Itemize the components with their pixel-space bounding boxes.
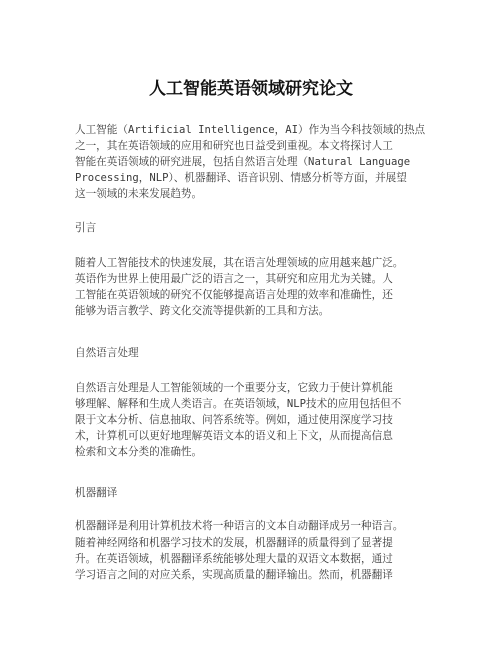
abstract-line: 人工智能（Artificial Intelligence，AI）作为当今科技领域的热点 [75, 124, 426, 136]
section-heading-introduction: 引言 [75, 222, 97, 234]
paragraph-line: 升。在英语领域，机器翻译系统能够处理大量的双语文本数据，通过 [75, 553, 393, 565]
abstract-line: 这一领域的未来发展趋势。 [75, 188, 203, 200]
paragraph-line: 够理解、解释和生成人类语言。在英语领域，NLP技术的应用包括但不 [75, 398, 402, 410]
paragraph-line: 自然语言处理是人工智能领域的一个重要分支，它致力于使计算机能 [75, 382, 393, 394]
abstract-line: Processing，NLP）、机器翻译、语音识别、情感分析等方面，并展望 [75, 172, 407, 184]
paragraph-line: 工智能在英语领域的研究不仅能够提高语言处理的效率和准确性，还 [75, 289, 393, 301]
paragraph-line: 术，计算机可以更好地理解英语文本的语义和上下文，从而提高信息 [75, 430, 393, 442]
paragraph-line: 检索和文本分类的准确性。 [75, 446, 203, 458]
paragraph-line: 能够为语言教学、跨文化交流等提供新的工具和方法。 [75, 305, 330, 317]
paragraph-line: 学习语言之间的对应关系，实现高质量的翻译输出。然而，机器翻译 [75, 569, 393, 581]
document-title: 人工智能英语领域研究论文 [149, 79, 353, 99]
paragraph-line: 英语作为世界上使用最广泛的语言之一，其研究和应用尤为关键。人 [75, 273, 393, 285]
paragraph-line: 机器翻译是利用计算机技术将一种语言的文本自动翻译成另一种语言。 [75, 520, 404, 532]
section-heading-machine-translation: 机器翻译 [75, 487, 118, 499]
section-heading-nlp: 自然语言处理 [75, 347, 139, 359]
paragraph-line: 随着神经网络和机器学习技术的发展，机器翻译的质量得到了显著提 [75, 537, 393, 549]
abstract-line: 之一，其在英语领域的应用和研究也日益受到重视。本文将探讨人工 [75, 140, 393, 152]
paragraph-line: 限于文本分析、信息抽取、问答系统等。例如，通过使用深度学习技 [75, 414, 393, 426]
abstract-line: 智能在英语领域的研究进展，包括自然语言处理（Natural Language [75, 156, 411, 168]
paragraph-line: 随着人工智能技术的快速发展，其在语言处理领域的应用越来越广泛。 [75, 257, 404, 269]
